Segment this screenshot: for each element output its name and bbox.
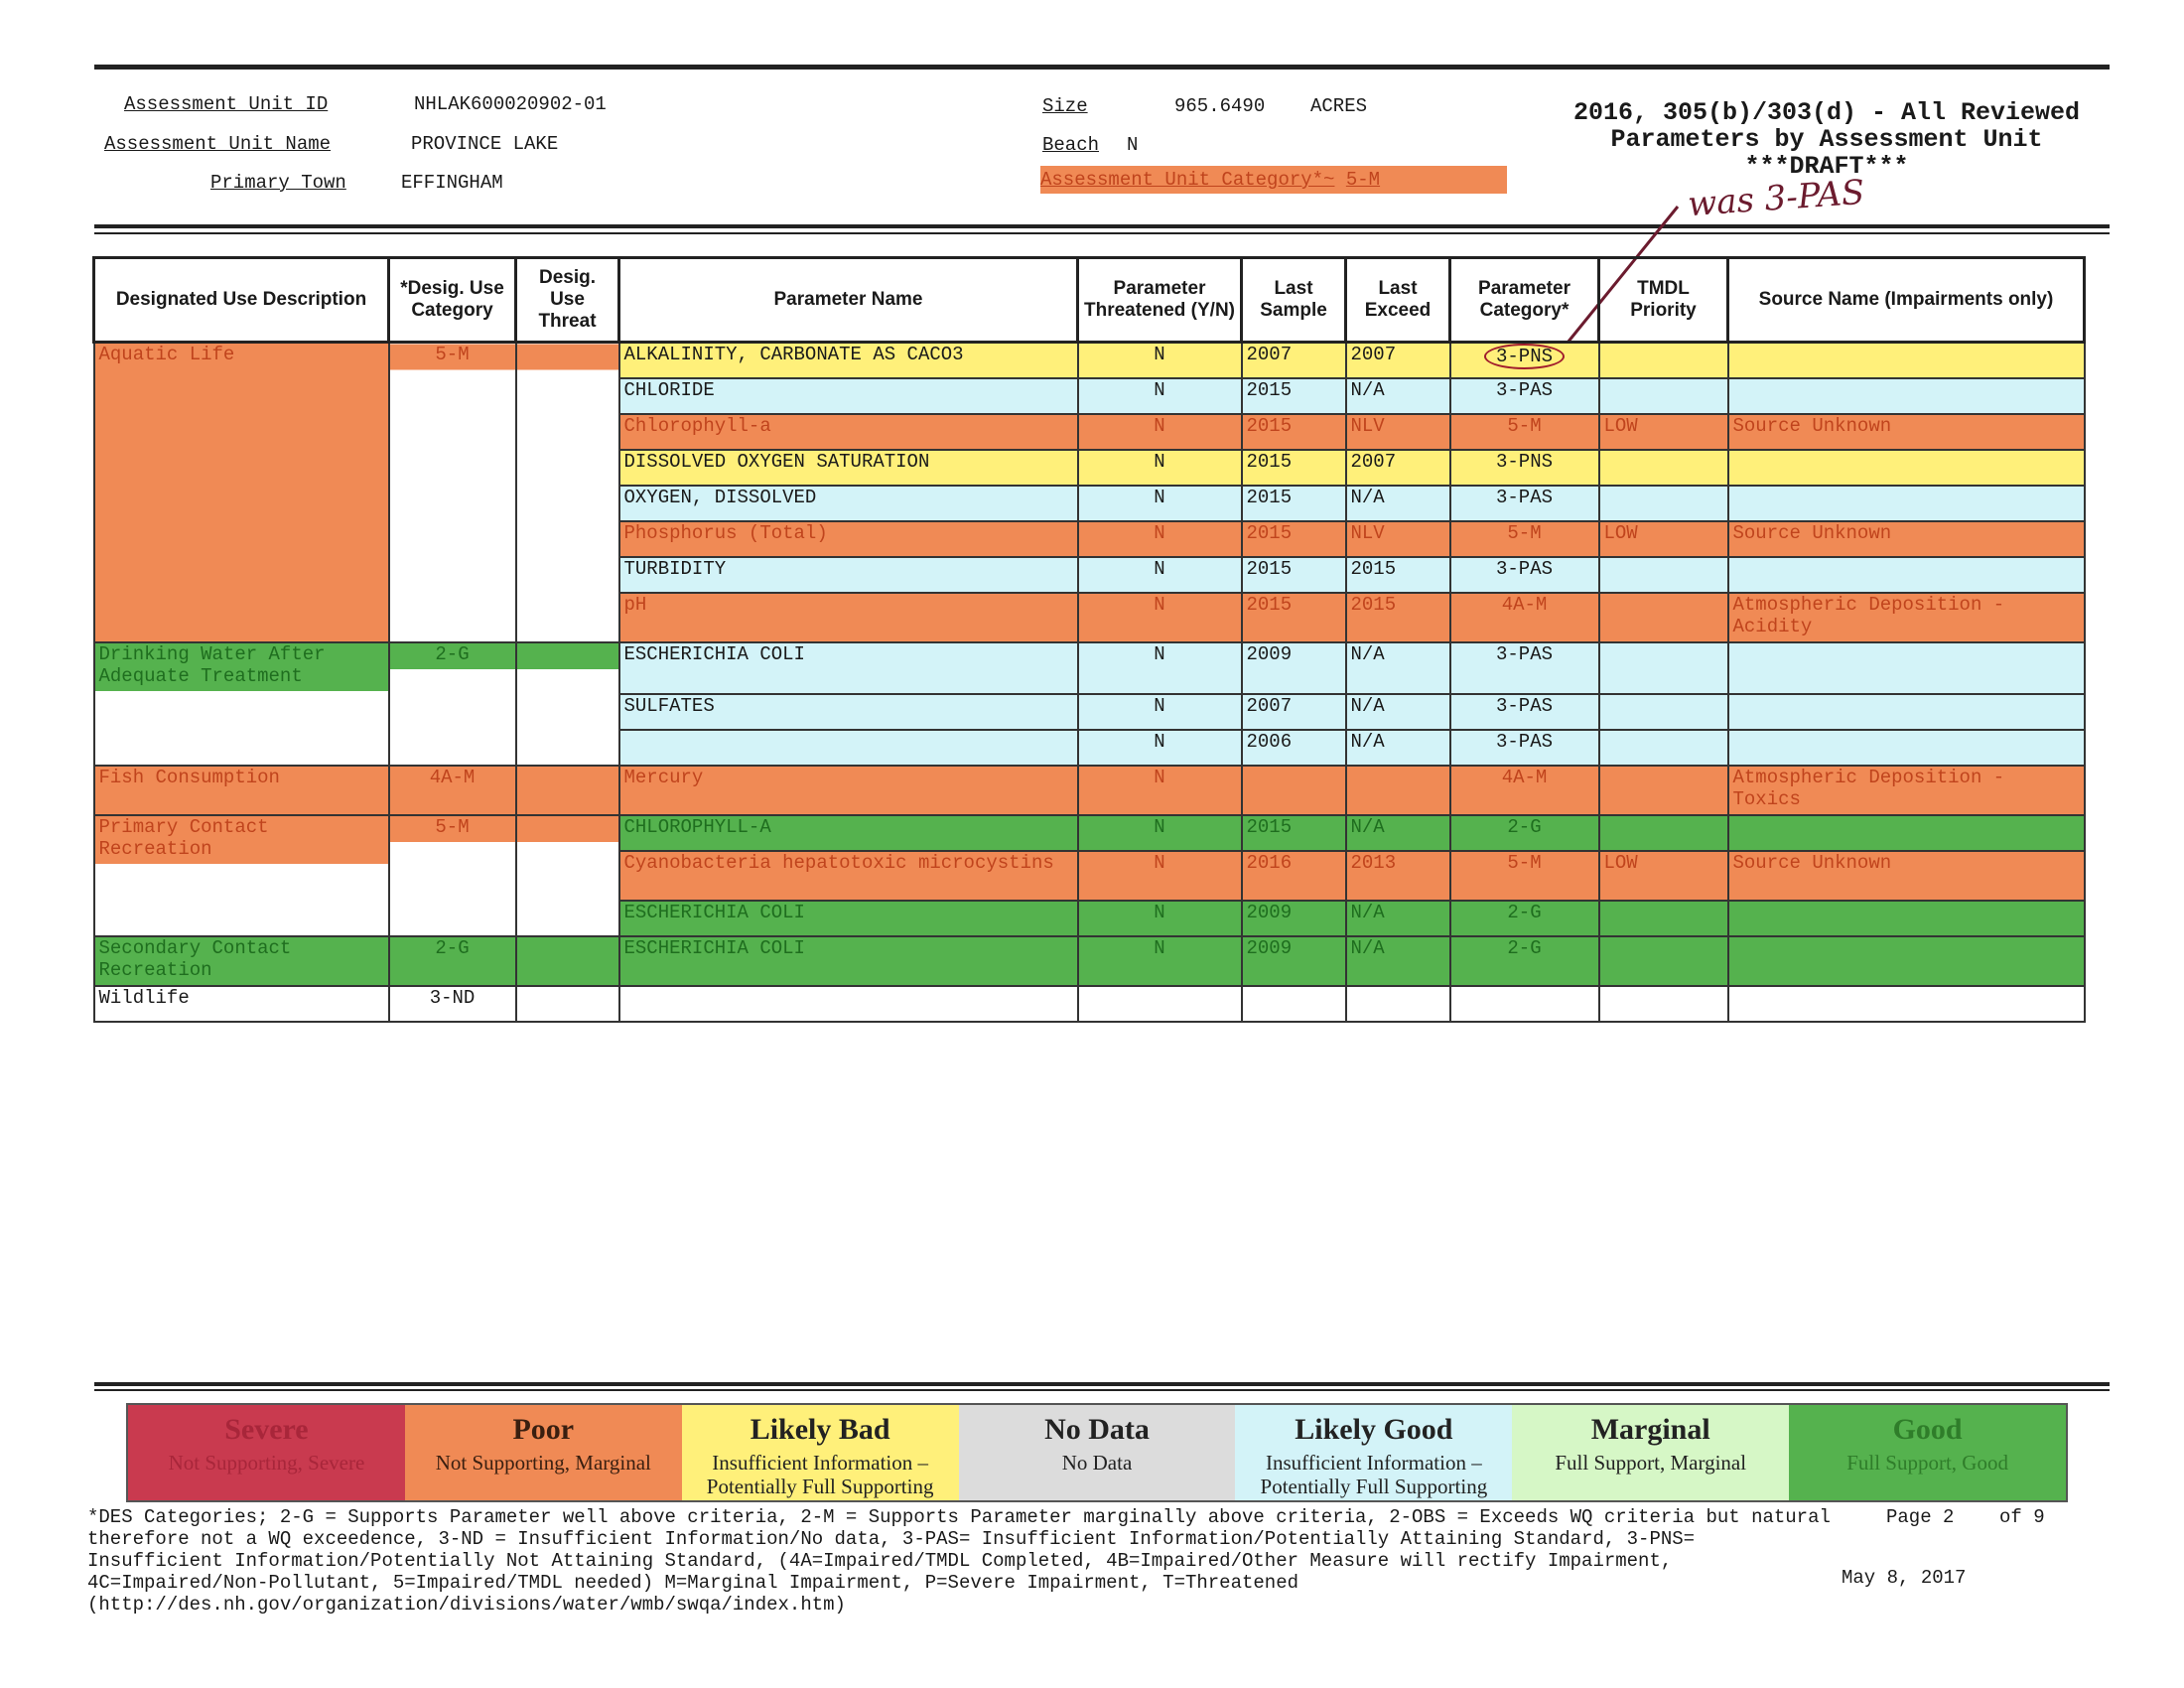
last-exceed-cell: N/A <box>1346 936 1450 986</box>
use-cat-cell: 5-M <box>389 343 516 643</box>
use-threat-cell <box>516 343 619 643</box>
last-sample-cell: 2015 <box>1242 815 1346 851</box>
legend-desc: Insufficient Information – Potentially Full Supporting <box>706 1451 934 1498</box>
col-header-source: Source Name (Impairments only) <box>1728 258 2085 343</box>
tmdl-cell <box>1599 642 1728 694</box>
last-sample-cell: 2007 <box>1242 343 1346 379</box>
param-cat-cell: 3-PAS <box>1450 378 1599 414</box>
param-name-cell <box>619 986 1078 1022</box>
source-cell <box>1728 986 2085 1022</box>
header-rule-2 <box>94 232 2110 234</box>
source-cell <box>1728 901 2085 936</box>
param-name-cell: ALKALINITY, CARBONATE AS CACO3 <box>619 343 1078 379</box>
param-cat-cell: 4A-M <box>1450 593 1599 642</box>
param-cat-cell: 3-PAS <box>1450 486 1599 521</box>
param-cat-cell: 5-M <box>1450 414 1599 450</box>
table-row <box>94 936 2085 986</box>
param-name-cell: OXYGEN, DISSOLVED <box>619 486 1078 521</box>
param-threat-cell: N <box>1078 694 1242 730</box>
use-desc-cell: Wildlife <box>94 986 389 1022</box>
tmdl-cell <box>1599 343 1728 379</box>
param-cat-cell: 3-PAS <box>1450 557 1599 593</box>
param-cat-cell: 4A-M <box>1450 766 1599 815</box>
tmdl-cell <box>1599 986 1728 1022</box>
param-name-cell: ESCHERICHIA COLI <box>619 642 1078 694</box>
legend-desc: Not Supporting, Severe <box>168 1451 365 1475</box>
param-threat-cell: N <box>1078 851 1242 901</box>
last-exceed-cell: 2015 <box>1346 593 1450 642</box>
au-id-value: NHLAK600020902-01 <box>414 93 607 115</box>
param-threat-cell: N <box>1078 936 1242 986</box>
use-threat-cell <box>516 936 619 986</box>
source-cell: Source Unknown <box>1728 414 2085 450</box>
last-sample-cell: 2006 <box>1242 730 1346 766</box>
tmdl-cell <box>1599 815 1728 851</box>
param-threat-cell: N <box>1078 593 1242 642</box>
primary-town-value: EFFINGHAM <box>401 172 503 194</box>
param-name-cell: DISSOLVED OXYGEN SATURATION <box>619 450 1078 486</box>
legend-title: Good <box>1892 1413 1963 1446</box>
legend-title: Likely Good <box>1295 1413 1453 1446</box>
param-threat-cell: N <box>1078 901 1242 936</box>
tmdl-cell <box>1599 593 1728 642</box>
last-sample-cell: 2015 <box>1242 521 1346 557</box>
param-threat-cell: N <box>1078 557 1242 593</box>
param-threat-cell: N <box>1078 486 1242 521</box>
col-header-use-cat: *Desig. Use Category <box>389 258 516 343</box>
last-sample-cell: 2009 <box>1242 901 1346 936</box>
tmdl-cell: LOW <box>1599 851 1728 901</box>
param-name-cell: TURBIDITY <box>619 557 1078 593</box>
param-cat-cell: 5-M <box>1450 521 1599 557</box>
last-exceed-cell: 2015 <box>1346 557 1450 593</box>
title-line-1: 2016, 305(b)/303(d) - All Reviewed <box>1572 98 2081 127</box>
param-cat-cell: 3-PAS <box>1450 642 1599 694</box>
use-desc-cell: Secondary Contact Recreation <box>94 936 389 986</box>
legend-poor <box>405 1405 682 1500</box>
param-name-cell: Cyanobacteria hepatotoxic microcystins <box>619 851 1078 901</box>
param-name-cell: ESCHERICHIA COLI <box>619 936 1078 986</box>
au-category-value: 5-M <box>1345 169 1381 191</box>
source-cell: Atmospheric Deposition - Acidity <box>1728 593 2085 642</box>
param-name-cell: CHLOROPHYLL-A <box>619 815 1078 851</box>
param-threat-cell <box>1078 986 1242 1022</box>
param-threat-cell: N <box>1078 450 1242 486</box>
size-unit: ACRES <box>1310 95 1368 117</box>
param-threat-cell: N <box>1078 815 1242 851</box>
use-threat-cell <box>516 766 619 815</box>
param-threat-cell: N <box>1078 378 1242 414</box>
param-name-cell: Mercury <box>619 766 1078 815</box>
param-cat-cell: 2-G <box>1450 815 1599 851</box>
use-cat-cell: 4A-M <box>389 766 516 815</box>
tmdl-cell <box>1599 694 1728 730</box>
tmdl-cell <box>1599 730 1728 766</box>
page-total: of 9 <box>1999 1506 2045 1528</box>
au-id-label: Assessment Unit ID <box>124 93 329 115</box>
size-value: 965.6490 <box>1174 95 1266 117</box>
source-cell <box>1728 815 2085 851</box>
legend-title: Severe <box>224 1413 309 1446</box>
last-sample-cell <box>1242 986 1346 1022</box>
col-header-use-desc: Designated Use Description <box>94 258 389 343</box>
last-exceed-cell: 2013 <box>1346 851 1450 901</box>
param-name-cell: ESCHERICHIA COLI <box>619 901 1078 936</box>
tmdl-cell <box>1599 936 1728 986</box>
last-exceed-cell: 2007 <box>1346 450 1450 486</box>
param-cat-cell: 2-G <box>1450 901 1599 936</box>
param-name-cell: SULFATES <box>619 694 1078 730</box>
last-sample-cell: 2015 <box>1242 450 1346 486</box>
legend-severe <box>128 1405 405 1500</box>
use-desc-cell: Aquatic Life <box>94 343 389 643</box>
legend-title: Marginal <box>1590 1413 1710 1446</box>
use-cat-cell: 2-G <box>389 936 516 986</box>
legend-desc: Insufficient Information – Potentially Full Supporting <box>1260 1451 1488 1498</box>
tmdl-cell: LOW <box>1599 414 1728 450</box>
beach-value: N <box>1127 134 1139 156</box>
legend-likely-good <box>1235 1405 1512 1500</box>
legend-good <box>1789 1405 2066 1500</box>
category-footnote: *DES Categories; 2-G = Supports Parameter well above criteria, 2-M = Supports Parameter marginally above criteria, 2-OBS = Exceeds WQ criteria but natural therefore not a WQ exceedence, 3-ND = Insufficient Information/No data, 3-PAS= Insufficient Information/Potentially Attaining Standard, 3-PNS= Insufficient Information/Potentially Not Attaining Standard, (4A=Impaired/TMDL Completed, 4B=Impaired/Other Measure will rectify Impairment, 4C=Impaired/Non-Pollutant, 5=Impaired/TMDL needed) M=Marginal Impairment, P=Severe Impairment, T=Threatened (http://des.nh.gov/organization/divisions/water/wmb/swqa/index.htm) <box>87 1506 1831 1616</box>
legend-rule-2 <box>94 1389 2110 1391</box>
source-cell <box>1728 730 2085 766</box>
legend-desc: Full Support, Good <box>1846 1451 2008 1475</box>
last-exceed-cell: N/A <box>1346 486 1450 521</box>
tmdl-cell <box>1599 450 1728 486</box>
last-exceed-cell: N/A <box>1346 730 1450 766</box>
last-sample-cell: 2015 <box>1242 593 1346 642</box>
page-number <box>1886 1506 2045 1528</box>
table-body <box>94 343 2085 1023</box>
report-title <box>1529 99 2124 180</box>
source-cell <box>1728 936 2085 986</box>
source-cell: Atmospheric Deposition - Toxics <box>1728 766 2085 815</box>
col-header-tmdl: TMDL Priority <box>1599 258 1728 343</box>
tmdl-cell <box>1599 486 1728 521</box>
table-row <box>94 766 2085 815</box>
param-cat-cell: 3-PAS <box>1450 730 1599 766</box>
color-legend <box>126 1403 2068 1502</box>
last-exceed-cell: N/A <box>1346 901 1450 936</box>
param-threat-cell: N <box>1078 343 1242 379</box>
param-cat-cell: 5-M <box>1450 851 1599 901</box>
table-row <box>94 986 2085 1022</box>
param-cat-cell: 2-G <box>1450 936 1599 986</box>
page-current: Page 2 <box>1886 1506 1955 1528</box>
last-sample-cell: 2015 <box>1242 378 1346 414</box>
last-exceed-cell: 2007 <box>1346 343 1450 379</box>
tmdl-cell <box>1599 378 1728 414</box>
circled-category: 3-PNS <box>1484 344 1565 369</box>
param-cat-cell <box>1450 986 1599 1022</box>
param-cat-cell: 3-PNS <box>1450 450 1599 486</box>
title-line-2: Parameters by Assessment Unit <box>1610 125 2043 154</box>
source-cell: Source Unknown <box>1728 521 2085 557</box>
report-date: May 8, 2017 <box>1842 1567 1967 1589</box>
param-threat-cell: N <box>1078 766 1242 815</box>
source-cell <box>1728 557 2085 593</box>
table-header-row <box>94 258 2085 343</box>
use-desc-cell: Drinking Water After Adequate Treatment <box>94 642 389 766</box>
last-exceed-cell <box>1346 986 1450 1022</box>
legend-title: Poor <box>512 1413 575 1446</box>
param-cat-cell <box>1450 343 1599 379</box>
table-row <box>94 343 2085 379</box>
col-header-last-exceed: Last Exceed <box>1346 258 1450 343</box>
au-category-bar <box>1040 166 1507 194</box>
col-header-param-threat: Parameter Threatened (Y/N) <box>1078 258 1242 343</box>
last-sample-cell: 2015 <box>1242 414 1346 450</box>
legend-title: No Data <box>1044 1413 1150 1446</box>
last-exceed-cell: N/A <box>1346 694 1450 730</box>
legend-desc: Full Support, Marginal <box>1555 1451 1747 1475</box>
last-exceed-cell: NLV <box>1346 414 1450 450</box>
last-exceed-cell <box>1346 766 1450 815</box>
use-threat-cell <box>516 815 619 936</box>
col-header-last-sample: Last Sample <box>1242 258 1346 343</box>
table-row <box>94 642 2085 694</box>
last-sample-cell: 2009 <box>1242 936 1346 986</box>
tmdl-cell: LOW <box>1599 521 1728 557</box>
last-sample-cell: 2016 <box>1242 851 1346 901</box>
source-cell <box>1728 642 2085 694</box>
use-threat-cell <box>516 642 619 766</box>
col-header-use-threat: Desig. Use Threat <box>516 258 619 343</box>
legend-desc: Not Supporting, Marginal <box>435 1451 651 1475</box>
param-threat-cell: N <box>1078 642 1242 694</box>
col-header-param-cat: Parameter Category* <box>1450 258 1599 343</box>
parameters-table <box>92 256 2086 1023</box>
param-threat-cell: N <box>1078 730 1242 766</box>
param-cat-cell: 3-PAS <box>1450 694 1599 730</box>
use-desc-cell: Fish Consumption <box>94 766 389 815</box>
source-cell <box>1728 694 2085 730</box>
legend-likely-bad <box>682 1405 959 1500</box>
tmdl-cell <box>1599 766 1728 815</box>
last-sample-cell: 2007 <box>1242 694 1346 730</box>
last-sample-cell: 2015 <box>1242 486 1346 521</box>
legend-rule-1 <box>94 1382 2110 1386</box>
param-threat-cell: N <box>1078 521 1242 557</box>
title-line-3: ***DRAFT*** <box>1744 152 1909 181</box>
au-category-label: Assessment Unit Category*~ <box>1040 169 1335 191</box>
tmdl-cell <box>1599 901 1728 936</box>
last-exceed-cell: N/A <box>1346 642 1450 694</box>
last-sample-cell: 2015 <box>1242 557 1346 593</box>
source-cell: Source Unknown <box>1728 851 2085 901</box>
param-name-cell: pH <box>619 593 1078 642</box>
source-cell <box>1728 378 2085 414</box>
last-exceed-cell: N/A <box>1346 815 1450 851</box>
size-label: Size <box>1042 95 1088 117</box>
header-rule-1 <box>94 224 2110 228</box>
source-cell <box>1728 486 2085 521</box>
param-name-cell: Chlorophyll-a <box>619 414 1078 450</box>
use-threat-cell <box>516 986 619 1022</box>
handwritten-note: was 3-PAS <box>1686 172 1866 225</box>
last-exceed-cell: N/A <box>1346 378 1450 414</box>
last-sample-cell <box>1242 766 1346 815</box>
primary-town-label: Primary Town <box>210 172 346 194</box>
tmdl-cell <box>1599 557 1728 593</box>
source-cell <box>1728 450 2085 486</box>
au-name-value: PROVINCE LAKE <box>411 133 559 155</box>
param-threat-cell: N <box>1078 414 1242 450</box>
param-name-cell: CHLORIDE <box>619 378 1078 414</box>
legend-title: Likely Bad <box>750 1413 890 1446</box>
use-cat-cell: 5-M <box>389 815 516 936</box>
au-name-label: Assessment Unit Name <box>104 133 332 155</box>
last-exceed-cell: NLV <box>1346 521 1450 557</box>
col-header-param-name: Parameter Name <box>619 258 1078 343</box>
table-row <box>94 815 2085 851</box>
param-name-cell: Phosphorus (Total) <box>619 521 1078 557</box>
legend-marginal <box>1512 1405 1789 1500</box>
beach-label: Beach <box>1042 134 1100 156</box>
use-desc-cell: Primary Contact Recreation <box>94 815 389 936</box>
source-cell <box>1728 343 2085 379</box>
legend-no-data <box>959 1405 1236 1500</box>
top-rule-thick <box>94 65 2110 70</box>
use-cat-cell: 3-ND <box>389 986 516 1022</box>
use-cat-cell: 2-G <box>389 642 516 766</box>
legend-desc: No Data <box>1061 1451 1133 1475</box>
param-name-cell <box>619 730 1078 766</box>
last-sample-cell: 2009 <box>1242 642 1346 694</box>
